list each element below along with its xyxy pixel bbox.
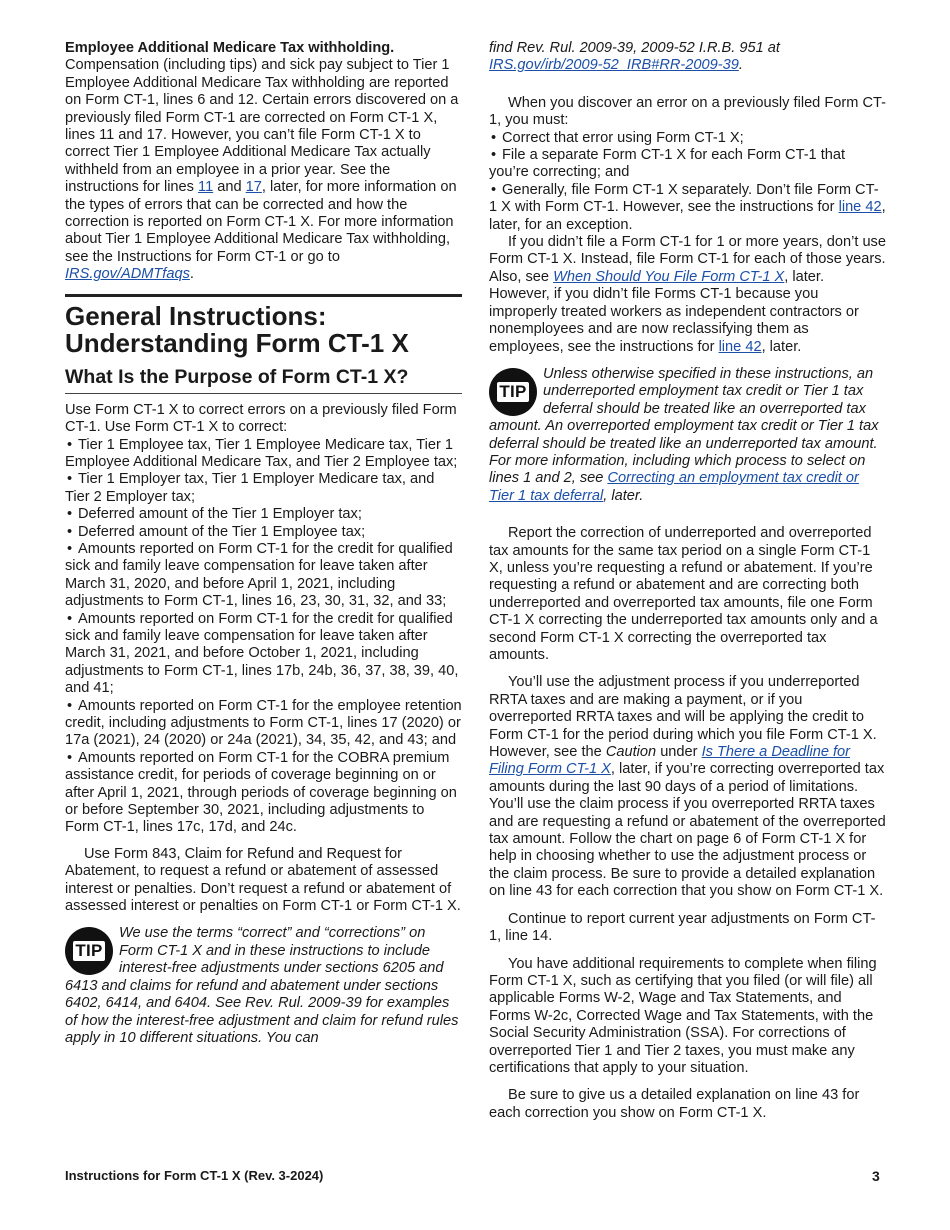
footer-title: Instructions for Form CT-1 X (Rev. 3-2024) bbox=[65, 1168, 324, 1183]
when-should-you-file-link[interactable]: When Should You File Form CT-1 X bbox=[553, 268, 785, 285]
list-item: • Amounts reported on Form CT-1 for the COBRA premium assistance credit, for periods of coverage beginning on or after April 1, 2021, through periods of coverage beginning on or before September 30, 2021, including adjustments to Form CT-1, lines 17c, 17d, and 24c. bbox=[65, 750, 462, 837]
form-843-paragraph: Use Form 843, Claim for Refund and Request for Abatement, to request a refund or abatement of assessed interest or penalties. Don’t request a refund or abatement of assessed interest or penalties on Form CT-1 or Form CT-1 X. bbox=[65, 845, 461, 915]
purpose-bullet-list bbox=[65, 437, 462, 837]
purpose-intro: Use Form CT-1 X to correct errors on a previously filed Form CT-1. Use Form CT-1 X to correct: bbox=[65, 401, 457, 436]
discover-bullet-list bbox=[489, 130, 886, 234]
tip-box bbox=[489, 366, 886, 505]
tip-text: Unless otherwise specified in these instructions, an underreported employment tax credit or Tier 1 tax deferral should be treated like an overreported tax amount. An overreported employment tax credit or Tier 1 tax deferral should be treated like an underreported tax amount. For more information, including which process to select on lines 1 and 2, see Correcting an employment tax credit or Tier 1 tax deferral, later. bbox=[489, 365, 879, 504]
list-item: • Amounts reported on Form CT-1 for the credit for qualified sick and family leave compensation for leave taken after March 31, 2021, and before October 1, 2021, including adjustments to Form CT-1, lines 17b, 24b, 36, 37, 38, 39, 40, and 41; bbox=[65, 611, 462, 698]
discover-intro: When you discover an error on a previously filed Form CT-1, you must: bbox=[489, 94, 886, 129]
rev-rul-continuation: find Rev. Rul. 2009-39, 2009-52 I.R.B. 951 at IRS.gov/irb/2009-52_IRB#RR-2009-39. bbox=[489, 40, 780, 74]
left-column bbox=[65, 40, 462, 1047]
correcting-credit-link[interactable]: Correcting an employment tax credit or Tier 1 tax deferral bbox=[489, 470, 859, 504]
additional-medicare-heading: Employee Additional Medicare Tax withholding. bbox=[65, 40, 395, 56]
section-title: General Instructions: Understanding Form CT-1 X bbox=[65, 300, 409, 358]
tip-text: We use the terms “correct” and “corrections” on Form CT-1 X and in these instructions to include interest-free adjustments under sections 6205 and 6413 and claims for refund and abatement under sections 6402, 6414, and 6404. See Rev. Rul. 2009-39 for examples of how the interest-free adjustment and claim for refund rules apply in 10 different situations. You can bbox=[65, 925, 459, 1046]
list-item: • Tier 1 Employer tax, Tier 1 Employer Medicare tax, and Tier 2 Employer tax; bbox=[65, 471, 462, 506]
continue-paragraph: Continue to report current year adjustments on Form CT-1, line 14. bbox=[489, 910, 876, 945]
list-item: • Tier 1 Employee tax, Tier 1 Employee Medicare tax, Tier 1 Employee Additional Medicare Tax, and Tier 2 Employee tax; bbox=[65, 437, 462, 472]
list-item: • Correct that error using Form CT-1 X; bbox=[489, 130, 886, 147]
tip-icon: TIP bbox=[65, 927, 113, 975]
list-item: • Deferred amount of the Tier 1 Employer tax; bbox=[65, 506, 462, 523]
deadline-link[interactable]: Is There a Deadline for Filing Form CT-1 X bbox=[489, 744, 851, 778]
didnt-file-paragraph: If you didn’t file a Form CT-1 for 1 or more years, don’t use Form CT-1 X. Instead, file Form CT-1 for each of those years. Also, see When Should You File Form CT-1 X, later. However, if you didn’t file Forms CT-1 because you improperly treated workers as independent contractors or nonemployees and are now reclassifying them as employees, see the instructions for line 42, later. bbox=[489, 234, 886, 355]
list-item: • Deferred amount of the Tier 1 Employee tax; bbox=[65, 524, 462, 541]
tip-icon: TIP bbox=[489, 368, 537, 416]
additional-requirements-paragraph: You have additional requirements to complete when filing Form CT-1 X, such as certifying that you filed (or will file) all applicable Forms W-2, Wage and Tax Statements, and Forms W-2c, Corrected Wage and Tax Statements, with the Social Security Administration (SSA). For corrections of overreported Tier 1 and Tier 2 taxes, you must make any certifications that apply to your situation. bbox=[489, 955, 877, 1076]
admt-faqs-link[interactable]: IRS.gov/ADMTfaqs bbox=[65, 266, 190, 283]
be-sure-paragraph: Be sure to give us a detailed explanation on line 43 for each correction you show on Form CT-1 X. bbox=[489, 1087, 860, 1121]
section-divider bbox=[65, 294, 462, 297]
report-correction-paragraph: Report the correction of underreported and overreported tax amounts for the same tax period on a single Form CT-1 X, unless you’re requesting a refund or abatement. If you’re requesting a refund or abatement and are correcting both underreported and overreported tax amounts, file one Form CT-1 X correcting the underreported tax amounts only and a second Form CT-1 X correcting the overreported tax amounts. bbox=[489, 525, 878, 663]
line-17-link[interactable]: 17 bbox=[245, 179, 262, 196]
list-item: • Amounts reported on Form CT-1 for the employee retention credit, including adjustments to Form CT-1, lines 17 (2020) or 17a (2021), 24 (2020) or 24a (2021), 34, 35, 42, and 43; and bbox=[65, 698, 462, 750]
adjustment-process-paragraph: You’ll use the adjustment process if you underreported RRTA taxes and are making a payment, or if you overreported RRTA taxes and will be applying the credit to Form CT-1 for the period during which you file Form CT-1 X. However, see the Caution under Is There a Deadline for Filing Form CT-1 X, later, if you’re correcting overreported tax amounts during the last 90 days of a period of limitations. You’ll use the claim process if you overreported RRTA taxes and are requesting a refund or abatement of the overreported tax amount. Follow the chart on page 6 of Form CT-1 X for help in choosing whether to use the adjustment process or the claim process. Be sure to provide a detailed explanation on line 43 for each correction that you show on Form CT-1 X. bbox=[489, 674, 886, 900]
list-item: • Amounts reported on Form CT-1 for the credit for qualified sick and family leave compensation for leave taken after March 31, 2020, and before April 1, 2021, including adjustments to Form CT-1, lines 16, 23, 30, 31, 32, and 33; bbox=[65, 541, 462, 611]
line-42-link[interactable]: line 42 bbox=[718, 338, 762, 355]
line-42-link[interactable]: line 42 bbox=[838, 199, 882, 216]
tip-box bbox=[65, 925, 462, 1047]
additional-medicare-paragraph: Employee Additional Medicare Tax withholding. Compensation (including tips) and sick pay subject to Tier 1 Employee Additional Medicare Tax withholding are reported on Form CT-1, lines 6 and 12. Certain errors discovered on a previously filed Form CT-1 are corrected on Form CT-1 X, lines 11 and 17. However, you can’t file Form CT-1 X to correct Tier 1 Employee Additional Medicare Tax actually withheld from an employee in a prior year. See the instructions for lines 11 and 17, later, for more information on the types of errors that can be corrected and how the correction is reported on Form CT-1 X. For more information about Tier 1 Employee Additional Medicare Tax withholding, see the Instructions for Form CT-1 or go to IRS.gov/ADMTfaqs. bbox=[65, 40, 459, 283]
subsection-title: What Is the Purpose of Form CT-1 X? bbox=[65, 365, 462, 394]
list-item: • Generally, file Form CT-1 X separately. Don’t file Form CT-1 X with Form CT-1. However, see the instructions for line 42, later, for an exception. bbox=[489, 182, 886, 234]
list-item: • File a separate Form CT-1 X for each Form CT-1 that you’re correcting; and bbox=[489, 147, 886, 182]
line-11-link[interactable]: 11 bbox=[198, 179, 214, 196]
page-number: 3 bbox=[872, 1168, 880, 1184]
right-column bbox=[489, 40, 886, 1122]
irb-link[interactable]: IRS.gov/irb/2009-52_IRB#RR-2009-39 bbox=[489, 57, 739, 74]
